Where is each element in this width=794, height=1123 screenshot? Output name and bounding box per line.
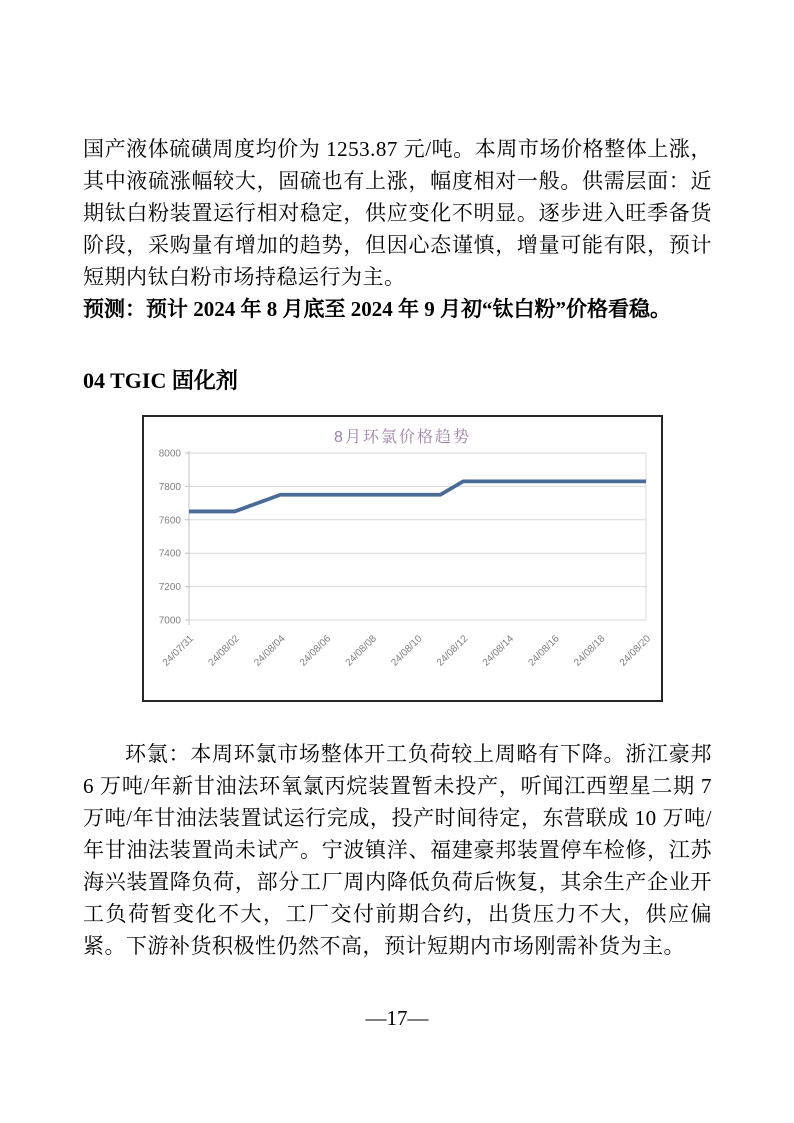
- x-tick-label: 24/08/14: [480, 633, 517, 669]
- x-tick-label: 24/08/18: [572, 633, 608, 669]
- price-line-series: [189, 481, 646, 511]
- y-tick-label: 7800: [158, 481, 181, 493]
- x-tick-label: 24/08/02: [206, 633, 242, 669]
- y-tick-label: 7600: [158, 515, 181, 527]
- y-tick-label: 7200: [158, 582, 181, 594]
- x-tick-label: 24/07/31: [160, 633, 197, 669]
- paragraph-ech-market: 环氯：本周环氯市场整体开工负荷较上周略有下降。浙江豪邦 6 万吨/年新甘油法环氧氯丙烷装置暂未投产，听闻江西塑星二期 7 万吨/年甘油法装置试运行完成，投产时间待定，东营联成 10 万吨/年甘油法装置尚未试产。宁波镇洋、福建豪邦装置停车检修，江苏海兴装置降负荷，部分工厂周内降低负荷后恢复，其余生产企业开工负荷暂变化不大，工厂交付前期合约，出货压力不大，供应偏紧。下游补货积极性仍然不高，预计短期内市场刚需补货为主。: [83, 742, 712, 958]
- x-tick-label: 24/08/04: [252, 633, 288, 669]
- x-tick-label: 24/08/06: [297, 633, 334, 669]
- x-tick-label: 24/08/10: [389, 633, 425, 669]
- x-tick-label: 24/08/12: [435, 633, 471, 669]
- y-tick-label: 7000: [158, 615, 181, 627]
- price-chart-image: [142, 415, 663, 702]
- paragraph-sulfur-market: 国产液体硫磺周度均价为 1253.87 元/吨。本周市场价格整体上涨，其中液硫涨幅较大，固硫也有上涨，幅度相对一般。供需层面：近期钛白粉装置运行相对稳定，供应变化不明显。逐步进入旺季备货阶段，采购量有增加的趋势，但因心态谨慎，增量可能有限，预计短期内钛白粉市场持稳运行为主。: [83, 137, 712, 289]
- page-number: —17—: [365, 1006, 429, 1030]
- x-tick-label: 24/08/08: [343, 633, 379, 669]
- chart-title: 8月环氯价格趋势: [334, 429, 471, 446]
- x-tick-label: 24/08/20: [617, 633, 654, 669]
- y-tick-label: 8000: [158, 448, 181, 460]
- section-heading-04-tgic: 04 TGIC 固化剂: [83, 368, 238, 393]
- forecast-line: 预测：预计 2024 年 8 月底至 2024 年 9 月初“钛白粉”价格看稳。: [83, 297, 671, 321]
- chart-canvas: [144, 417, 661, 700]
- y-tick-label: 7400: [158, 548, 181, 560]
- x-tick-label: 24/08/16: [526, 633, 562, 669]
